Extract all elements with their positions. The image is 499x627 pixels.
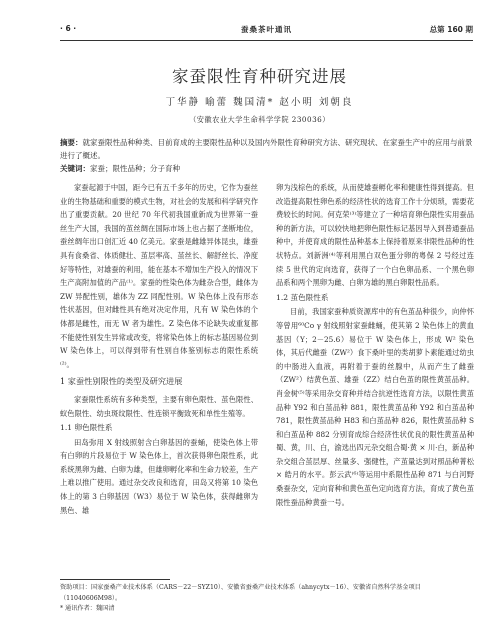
keywords-text: 家蚕；限性品种；分子育种	[90, 164, 180, 173]
journal-name: 蚕桑茶叶通讯	[241, 25, 292, 34]
abstract-label: 摘要：	[60, 138, 83, 147]
abstract-block	[60, 136, 473, 175]
affiliation: （安徽农业大学生命科学学院 230036）	[189, 115, 330, 124]
subsection-heading-1-1: 1.1 卵色限性系	[60, 423, 113, 433]
keywords-label: 关键词：	[60, 164, 90, 173]
intro-paragraph: 家蚕起源于中国，距今已有五千多年的历史，它作为蚕丝业的生物基础和重要的模式生物，对社会的发展和科学研究作出了重要贡献。20 世纪 70 年代初我国重新成为世界第一蚕丝生产大国，我国的茧丝绸在国际市场上也占据了垄断地位，蚕丝绸年出口创汇近 40 亿美元。家蚕是雌雄异体昆虫，雄蚕具有食桑省、体质健壮、茧层率高、茧丝长、解舒丝长、净度好等特性，对雄蚕的利用，能在基本不增加生产投入的情况下生产高附加值的产品⁽¹⁾。家蚕的性染色体为雌杂合型，雌体为 ZW 异配性别，雄体为 ZZ 同配性别。W 染色体上没有形态性状基因，但对雌性具有绝对决定作用，凡有 W 染色体的个体都是雌性，而无 W 者为雄性。Z 染色体不论缺失或重复都不能使性别发生异常或改变，将常染色体上的标志基因易位到 W 染色体上，可以得到带有性别自体鉴别标志的限性系统⁽²⁾。	[60, 183, 258, 369]
author-list: 丁华静 喻蕾 魏国清* 赵小明 刘朝良	[165, 97, 354, 108]
subsection-1-1-paragraph: 田岛弥用 X 射线照射含白卵基因的蚕蛹，使染色体上带有白卵的片段易位于 W 染色体上，首次获得卵色限性系，此系统黑卵为雌、白卵为雄，但雄卵孵化率和生命力较差，生产上难以推广使用。通过杂交改良和选育，田岛又将第 10 染色体上的第 3 白卵基因（W3）易位于 W 染色体，获得雌卵为黑色、雄	[60, 437, 258, 515]
left-column	[60, 181, 258, 517]
page-number: · 6 ·	[60, 24, 77, 33]
funding-note: 资助项目：国家蚕桑产业技术体系（CARS－22－SYZ10）、安徽省蚕桑产业技术体系（ahnycytx－16）、安徽省自然科学基金项目（11040606M98）。	[60, 584, 421, 602]
abstract	[60, 136, 473, 162]
footnote-rule	[60, 579, 170, 580]
running-header	[60, 22, 473, 38]
right-column	[276, 181, 474, 509]
section-heading-1: 1 家蚕性别限性的类型及研究进展	[60, 376, 183, 387]
abstract-text: 就家蚕限性品种种类、目前育成的主要限性品种以及国内外限性育种研究方法、研究现状、在家蚕生产中的应用与前景进行了概述。	[60, 138, 473, 160]
corresponding-author: * 通讯作者：魏国清	[60, 605, 115, 612]
issue-number: 总第 160 期	[429, 25, 473, 34]
section-1-paragraph: 家蚕限性系统有多种类型，主要有卵色限性、茧色限性、蚁色限性、幼虫斑纹限性、性连锁平衡致死和单性生殖等。	[60, 394, 258, 418]
header-rule	[60, 40, 473, 41]
continued-paragraph: 卵为浅棕色的系统，从而使雄蚕孵化率和健康性得到提高。但改造提高限性卵色系的经济性状的选育工作十分烦琐，需要花费较长的时间。何克荣⁽³⁾等建立了一种培育卵色限性实用蚕品种的新方法，可以较快地把卵色限性标记基因导入到普通蚕品种中，并使育成的限性品种基本上保持着原来非限性品种的性状特点。刘新洲⁽⁴⁾等利用黑白双色蛋分卵的粤保 2 号经过连续 5 世代的定向选育，获得了一个白色卵品系、一个黑色卵品系和两个黑卵为雌、白卵为雄的黑白卵限性品系。	[276, 183, 474, 288]
keywords	[60, 162, 473, 175]
subsection-heading-1-2: 1.2 茧色限性系	[276, 292, 329, 302]
article-title: 家蚕限性育种研究进展	[172, 67, 347, 86]
subsection-1-2-paragraph: 目前，我国家蚕种质资源库中的有色茧品种很少，向仲怀等曾用⁶⁰Co γ 射线照射家蚕雌蛹，使其第 2 染色体上的黄血基因（Y；2－25.6）易位于 W 染色体上，形成 W² 染色体，其后代雌蚕（ZW²）食下桑叶里的类胡萝卜素能通过幼虫的中肠进入血液，再附着于蚕的丝腺中，从而产生了雌蚕（ZW²）结黄色茧、雄蚕（ZZ）结白色茧的限性黄茧品种。肖金树⁽⁵⁾等采用杂交育种并结合抗逆性选育方法，以限性黄茧品种 Y92 和白茧品种 881，限性黄茧品种 Y92 和白茧品种 781，限性黄茧品种 H83 和白茧品种 826，限性黄茧品种 S 和白茧品种 882 分别育成综合经济性状优良的限性黄茧品种蜀、黄，川、白，渝选出四元杂交组合蜀·黄 × 川·白，新品种杂交组合茧层厚、丝量多、强健性，产茧量达到对照品种菁松 × 皓月的水平。彭云武⁽⁶⁾等运用中系限性品种 871 与白河野桑蚕杂交，定向育种和黄色茧色定向选育方法，育成了黄色茧限性蚕品种黄蚕一号。	[276, 307, 474, 507]
footnote-block	[60, 583, 473, 615]
